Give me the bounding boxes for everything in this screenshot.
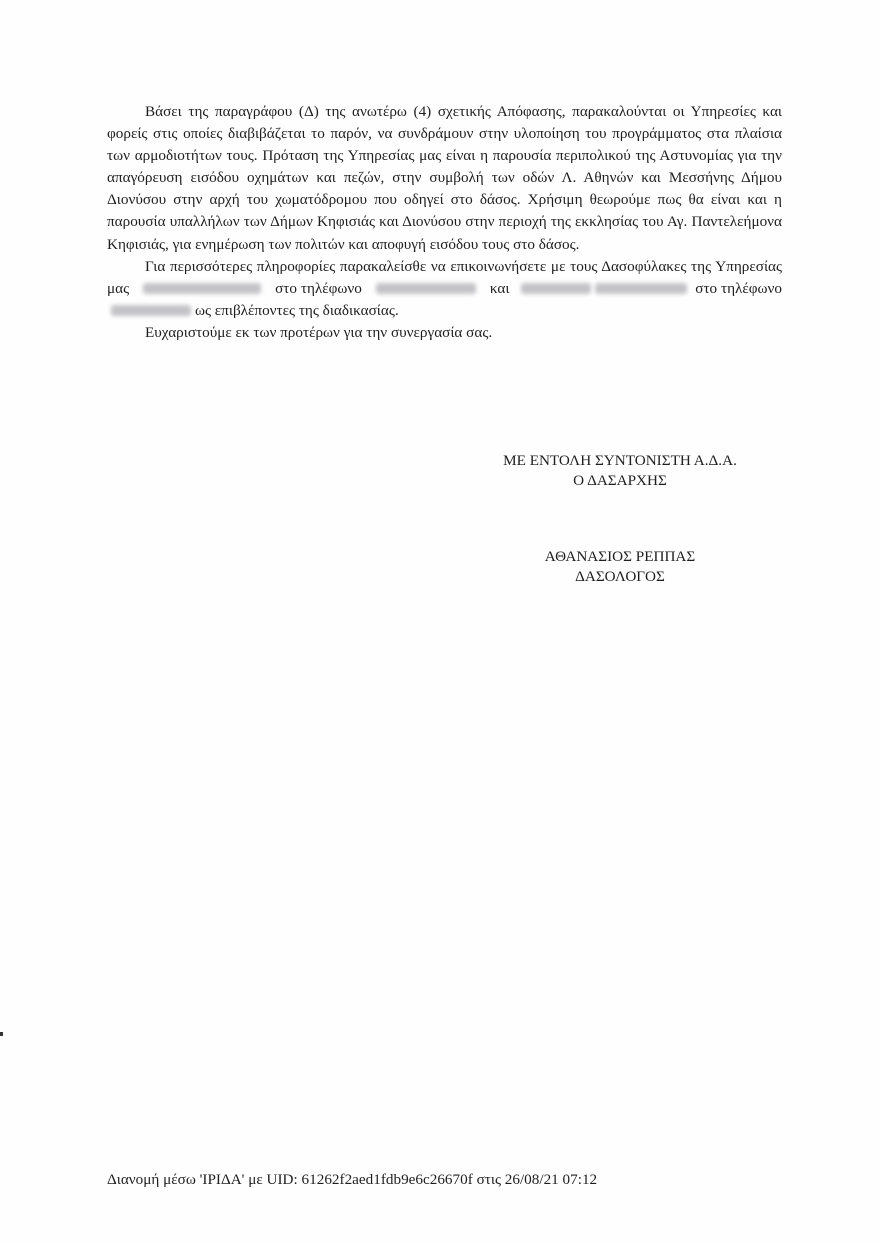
signature-line-1: ΜΕ ΕΝΤΟΛΗ ΣΥΝΤΟΝΙΣΤΗ Α.Δ.Α. bbox=[503, 452, 737, 469]
redacted-phone bbox=[376, 283, 476, 294]
paragraph-thanks: Ευχαριστούμε εκ των προτέρων για την συνεργασία σας. bbox=[145, 323, 493, 341]
contact-text-2: στο τηλέφωνο bbox=[275, 279, 362, 297]
signature-signer bbox=[470, 547, 770, 587]
contact-text-1: Για περισσότερες πληροφορίες παρακαλείσθε να επικοινωνήσετε με τους Δασοφύλακες της Υπηρεσίας μας bbox=[107, 257, 782, 297]
scan-mark bbox=[0, 1032, 3, 1036]
distribution-footer: Διανομή μέσω 'ΙΡΙΔΑ' με UID: 61262f2aed1fdb9e6c26670f στις 26/08/21 07:12 bbox=[107, 1171, 598, 1188]
redacted-name bbox=[143, 283, 261, 294]
signature-line-2: Ο ΔΑΣΑΡΧΗΣ bbox=[573, 472, 667, 489]
paragraph-request: Βάσει της παραγράφου (Δ) της ανωτέρω (4) σχετικής Απόφασης, παρακαλούνται οι Υπηρεσίες και φορείς στις οποίες διαβιβάζεται το παρόν, να συνδράμουν στην υλοποίηση του προγράμματος στα πλαίσια των αρμοδιοτήτων τους. Πρόταση της Υπηρεσίας μας είναι η παρουσία περιπολικού της Αστυνομίας για την απαγόρευση εισόδου οχημάτων και πεζών, στην συμβολή των οδών Λ. Αθηνών και Μεσσήνης Δήμου Διονύσου στην αρχή του χωματόδρομου που οδηγεί στο δάσος. Χρήσιμη θεωρούμε πως θα είναι και η παρουσία υπαλλήλων των Δήμων Κηφισιάς και Διονύσου στην περιοχή της εκκλησίας του Αγ. Παντελεήμονα Κηφισιάς, για ενημέρωση των πολιτών και αποφυγή εισόδου τους στο δάσος. bbox=[107, 103, 782, 253]
paragraph-contact bbox=[107, 256, 782, 322]
redacted-phone bbox=[111, 305, 191, 316]
contact-text-4: στο τηλέφωνο bbox=[695, 279, 782, 297]
redacted-name bbox=[521, 283, 591, 294]
letter-body bbox=[107, 101, 782, 344]
signer-title: ΔΑΣΟΛΟΓΟΣ bbox=[575, 568, 665, 585]
signer-name: ΑΘΑΝΑΣΙΟΣ ΡΕΠΠΑΣ bbox=[544, 548, 696, 565]
redacted-name bbox=[595, 283, 687, 294]
signature-authority bbox=[470, 451, 770, 491]
contact-text-5: ως επιβλέποντες της διαδικασίας. bbox=[195, 301, 399, 319]
contact-text-3: και bbox=[489, 279, 510, 297]
